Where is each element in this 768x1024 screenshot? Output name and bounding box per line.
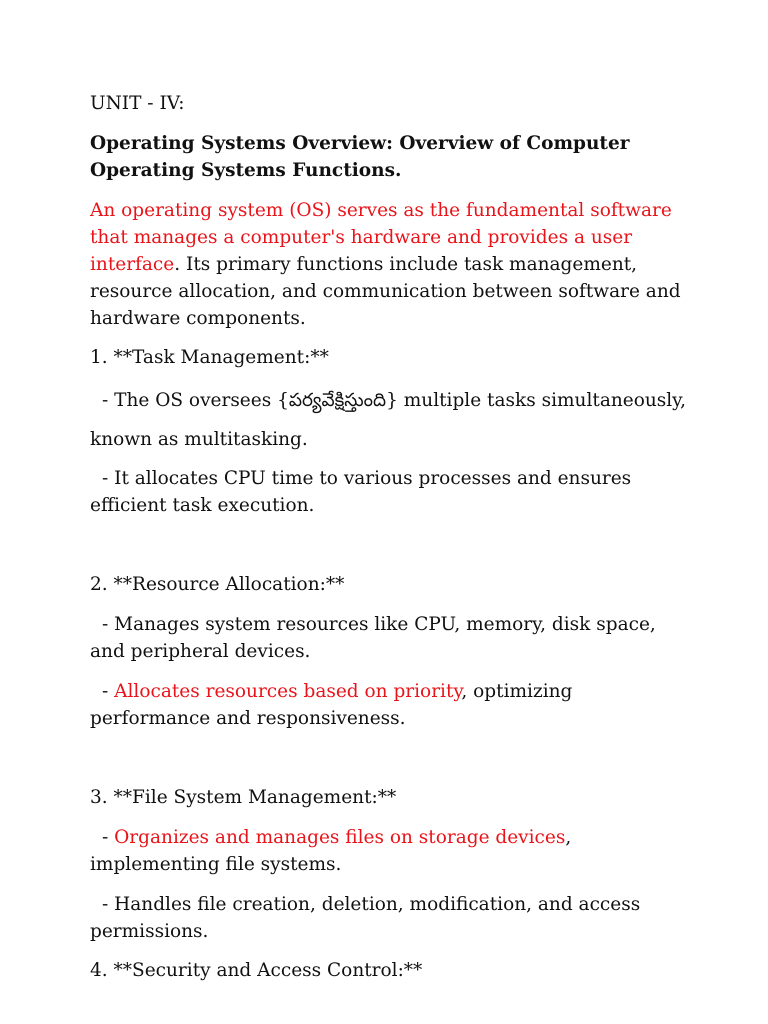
resource-allocation-heading: 2. **Resource Allocation:** (90, 574, 345, 595)
file-system-bullet-1 (90, 824, 690, 878)
document-title: Operating Systems Overview: Overview of Computer Operating Systems Functions. (90, 133, 630, 181)
security-heading: 4. **Security and Access Control:** (90, 960, 423, 981)
task-bullet-2: - It allocates CPU time to various processes and ensures efficient task execution. (90, 468, 632, 516)
file-system-bullet-1-rest: , implementing file systems. (90, 827, 572, 875)
resource-bullet-2-highlight: Allocates resources based on priority (114, 681, 462, 702)
task-bullet-1-line-2: known as multitasking. (90, 429, 308, 450)
intro-highlight: An operating system (OS) serves as the fundamental software that manages a computer's hardware and provides a user interface (90, 200, 672, 275)
unit-heading: UNIT - IV: (90, 93, 185, 114)
resource-bullet-2 (90, 678, 690, 732)
file-system-bullet-1-prefix: - (102, 827, 115, 848)
task-bullet-1-line-1: - The OS oversees {పర్యవేక్షిస్తుంది} multiple tasks simultaneously, (102, 390, 687, 411)
resource-bullet-2-prefix: - (102, 681, 115, 702)
resource-bullet-2-rest: , optimizing performance and responsiveness. (90, 681, 573, 729)
file-system-heading: 3. **File System Management:** (90, 787, 397, 808)
intro-paragraph (90, 197, 690, 332)
document-page (90, 90, 690, 984)
file-system-bullet-1-highlight: Organizes and manages files on storage devices (114, 827, 566, 848)
resource-bullet-1: - Manages system resources like CPU, memory, disk space, and peripheral devices. (90, 614, 656, 662)
intro-rest: . Its primary functions include task management, resource allocation, and communication between software and hardware components. (90, 254, 681, 329)
file-system-bullet-2: - Handles file creation, deletion, modification, and access permissions. (90, 894, 641, 942)
task-management-heading: 1. **Task Management:** (90, 347, 329, 368)
